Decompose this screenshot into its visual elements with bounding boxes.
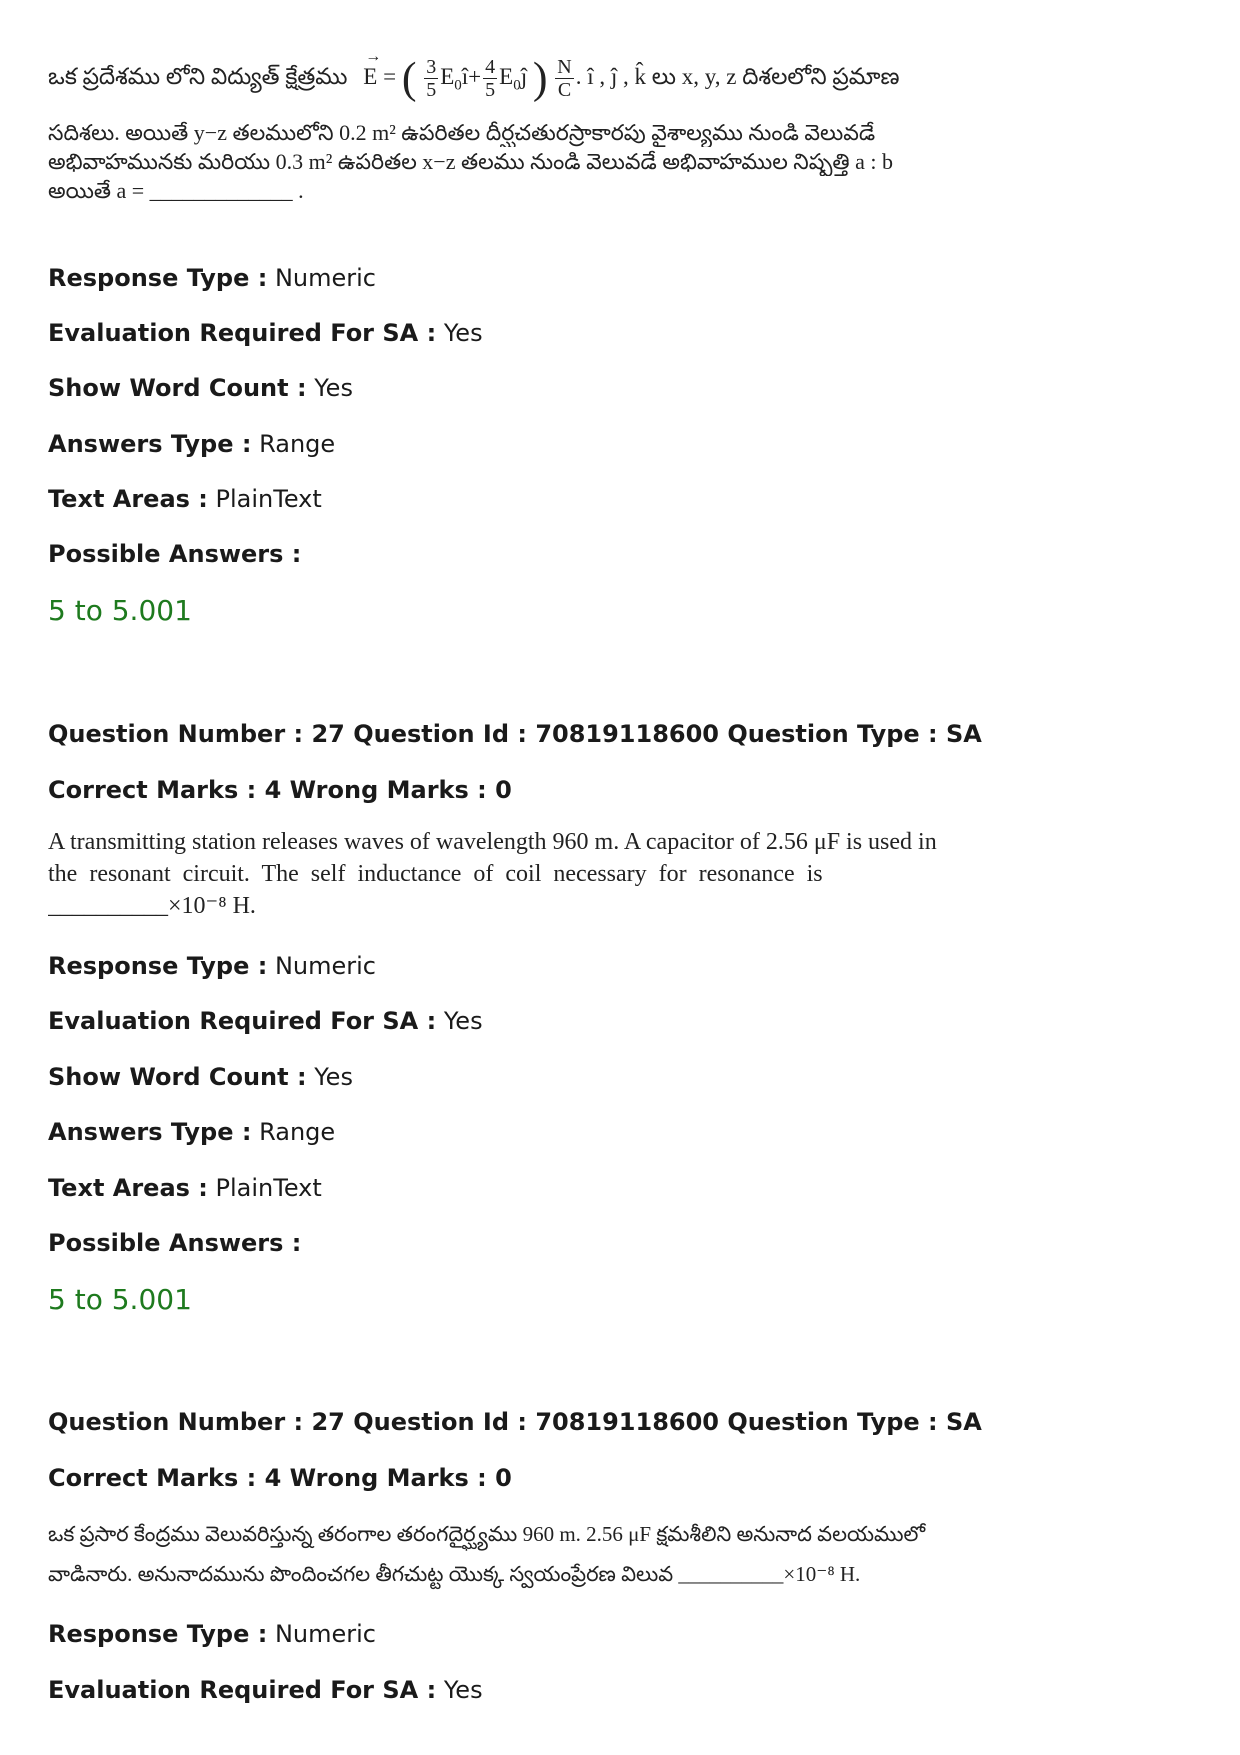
q2-line3: __________×10⁻⁸ H. — [48, 893, 256, 919]
q1-line3: అభివాహమునకు మరియు 0.3 m² ఉపరితల x−z తలము నుండి వెలువడే అభివాహముల నిష్పత్తి a : b — [48, 149, 893, 175]
q1-line2: సదిశలు. అయితే y−z తలములోని 0.2 m² ఉపరితల దీర్ఘచతురస్రాకారపు వైశాల్యము నుండి వెలువడే — [48, 120, 876, 145]
q2-line2: the resonant circuit. The self inductance of coil necessary for resonance is — [48, 861, 823, 887]
possible-answers-label: Possible Answers : — [48, 1229, 302, 1257]
question-marks: Correct Marks : 4 Wrong Marks : 0 — [48, 1464, 512, 1492]
response-type-row: Response Type : Numeric — [48, 264, 376, 292]
possible-answers-label: Possible Answers : — [48, 540, 302, 568]
q1-line4: అయితే a = _____________ . — [48, 178, 304, 204]
evaluation-required-row: Evaluation Required For SA : Yes — [48, 1007, 483, 1035]
answers-type-row: Answers Type : Range — [48, 1118, 336, 1146]
possible-answer-value: 5 to 5.001 — [48, 594, 192, 627]
show-word-count-row: Show Word Count : Yes — [48, 1063, 353, 1091]
evaluation-required-row: Evaluation Required For SA : Yes — [48, 1676, 483, 1704]
show-word-count-row: Show Word Count : Yes — [48, 374, 353, 402]
response-type-row: Response Type : Numeric — [48, 1620, 376, 1648]
question-header: Question Number : 27 Question Id : 70819118600 Question Type : SA — [48, 1408, 982, 1436]
fraction-three-fifths: $\frac{3}{5}$ — [426, 56, 437, 102]
answers-type-row: Answers Type : Range — [48, 430, 336, 458]
vector-e-symbol: E — [363, 64, 378, 89]
q3-line1: ఒక ప్రసార కేంద్రము వెలువరిస్తున్న తరంగాల తరంగదైర్ఘ్యము 960 m. 2.56 μF క్షమశీలిని అనునాద వలయములో — [48, 1522, 926, 1546]
question-telugu-resonance — [48, 1514, 948, 1594]
q3-line2: వాడినారు. అనునాదమును పొందించగల తీగచుట్ట యొక్క స్వయంప్రేరణ విలువ __________×10⁻⁸ H. — [48, 1562, 861, 1586]
q1-line1-suffix: లు x, y, z దిశలలోని ప్రమాణ — [651, 64, 900, 89]
question-english-resonance — [48, 826, 948, 922]
question-telugu-efield: ఒక ప్రదేశము లోని విద్యుత్ క్షేత్రము → E = ( $\frac{3}{5}$ $E_0î+$ $\frac{4}{5}$ $E_0ĵ$ ) $\frac{N}{C}$ . î , ĵ , k̂ లు x, y, z దిశలలోని ప్రమాణ సదిశలు. అయితే y−z తలములోని 0.2 m² ఉపరితల దీర్ఘచతురస్రాకారపు వైశాల్యము నుండి వెలువడే అభివాహమునకు మరియు 0.3 m² ఉపరితల x−z తలము నుండి వెలువడే అభివాహముల నిష్పత్తి a : b అయితే a = _____________ . — [48, 38, 948, 248]
fraction-four-fifths: $\frac{4}{5}$ — [485, 56, 496, 102]
question-marks: Correct Marks : 4 Wrong Marks : 0 — [48, 776, 512, 804]
q2-line1: A transmitting station releases waves of wavelength 960 m. A capacitor of 2.56 μF is used in — [48, 829, 937, 855]
evaluation-required-row: Evaluation Required For SA : Yes — [48, 319, 483, 347]
unit-n-per-c: $\frac{N}{C}$ — [557, 56, 572, 102]
q1-line1-prefix: ఒక ప్రదేశము లోని విద్యుత్ క్షేత్రము — [48, 64, 348, 89]
response-type-row: Response Type : Numeric — [48, 952, 376, 980]
possible-answer-value: 5 to 5.001 — [48, 1283, 192, 1316]
question-header: Question Number : 27 Question Id : 70819118600 Question Type : SA — [48, 720, 982, 748]
text-areas-row: Text Areas : PlainText — [48, 485, 322, 513]
text-areas-row: Text Areas : PlainText — [48, 1174, 322, 1202]
